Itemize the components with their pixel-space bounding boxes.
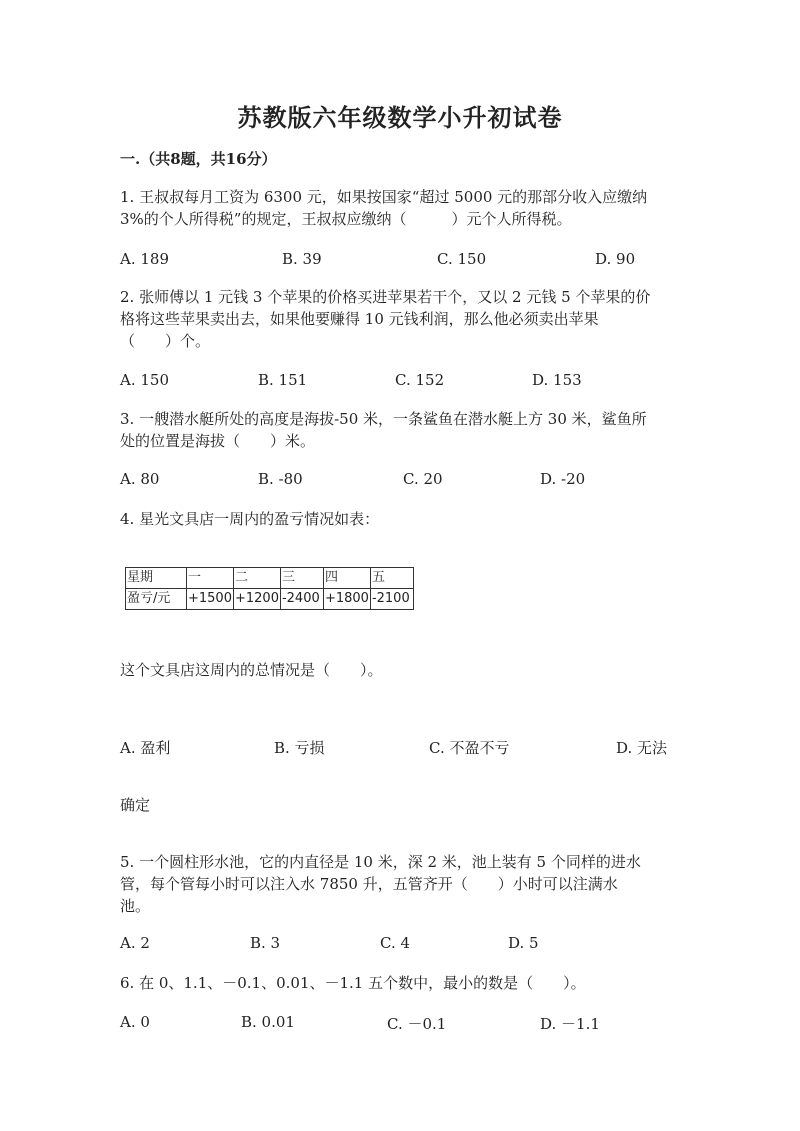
q2-option-a[interactable]: A. 150	[120, 371, 169, 389]
q4-option-b[interactable]: B. 亏损	[274, 739, 325, 757]
page-title: 苏教版六年级数学小升初试卷	[237, 103, 563, 132]
table-cell: 星期	[126, 568, 187, 589]
table-header-row	[126, 568, 414, 589]
profit-loss-table	[125, 567, 414, 610]
q3-option-d[interactable]: D. -20	[540, 470, 586, 488]
q6-option-c[interactable]: C. －0.1	[387, 1015, 447, 1033]
q1-option-c[interactable]: C. 150	[437, 250, 487, 268]
table-row	[126, 589, 414, 610]
q1-option-d[interactable]: D. 90	[595, 250, 636, 268]
table-cell: 一	[187, 568, 234, 589]
q2-text-line1: 2. 张师傅以 1 元钱 3 个苹果的价格买进苹果若干个，又以 2 元钱 5 个苹果的价	[120, 288, 651, 306]
q5-text-line3: 池。	[120, 897, 151, 915]
q5-text-line2: 管，每个管每小时可以注入水 7850 升，五管齐开（ ）小时可以注满水	[120, 875, 618, 893]
q4-option-a[interactable]: A. 盈利	[120, 739, 171, 757]
q6-option-a[interactable]: A. 0	[120, 1013, 150, 1031]
q4-option-d-continued: 确定	[120, 796, 151, 814]
q3-text-line1: 3. 一艘潜水艇所处的高度是海拔-50 米，一条鲨鱼在潜水艇上方 30 米，鲨鱼所	[120, 410, 647, 428]
q2-text-line3: （ ）个。	[120, 332, 211, 350]
table-cell: 五	[370, 568, 413, 589]
q3-option-b[interactable]: B. -80	[258, 470, 303, 488]
q4-text-line2: 这个文具店这周内的总情况是（ ）。	[120, 661, 383, 679]
q5-option-c[interactable]: C. 4	[380, 934, 411, 952]
q5-text-line1: 5. 一个圆柱形水池，它的内直径是 10 米，深 2 米，池上装有 5 个同样的进水	[120, 853, 641, 871]
q1-text-line1: 1. 王叔叔每月工资为 6300 元，如果按国家“超过 5000 元的那部分收入应缴纳	[120, 188, 648, 206]
table-cell: +1800	[323, 589, 370, 610]
q1-option-a[interactable]: A. 189	[120, 250, 169, 268]
q2-option-b[interactable]: B. 151	[258, 371, 308, 389]
section-heading: 一.（共8题，共16分）	[120, 150, 277, 168]
q4-option-c[interactable]: C. 不盈不亏	[429, 739, 510, 757]
q2-text-line2: 格将这些苹果卖出去，如果他要赚得 10 元钱利润，那么他必须卖出苹果	[120, 310, 599, 328]
table-cell: 四	[323, 568, 370, 589]
q4-text-line1: 4. 星光文具店一周内的盈亏情况如表：	[120, 510, 380, 528]
q1-text-line2: 3%的个人所得税”的规定，王叔叔应缴纳（ ）元个人所得税。	[120, 210, 572, 228]
q4-option-d[interactable]: D. 无法	[616, 739, 668, 757]
table-cell: -2400	[280, 589, 323, 610]
table-cell: +1200	[233, 589, 280, 610]
table-cell: 盈亏/元	[126, 589, 187, 610]
table-cell: -2100	[370, 589, 413, 610]
q6-option-d[interactable]: D. －1.1	[540, 1015, 600, 1033]
table-cell: 三	[280, 568, 323, 589]
q5-option-b[interactable]: B. 3	[250, 934, 281, 952]
q6-text-line1: 6. 在 0、1.1、－0.1、0.01、－1.1 五个数中，最小的数是（ ）。	[120, 974, 586, 992]
q1-option-b[interactable]: B. 39	[282, 250, 322, 268]
q5-option-d[interactable]: D. 5	[508, 934, 539, 952]
q2-option-c[interactable]: C. 152	[395, 371, 445, 389]
q3-text-line2: 处的位置是海拔（ ）米。	[120, 432, 316, 450]
table-cell: +1500	[187, 589, 234, 610]
table-cell: 二	[233, 568, 280, 589]
q5-option-a[interactable]: A. 2	[120, 934, 150, 952]
q6-option-b[interactable]: B. 0.01	[241, 1013, 295, 1031]
q3-option-c[interactable]: C. 20	[403, 470, 443, 488]
q3-option-a[interactable]: A. 80	[120, 470, 160, 488]
q2-option-d[interactable]: D. 153	[532, 371, 582, 389]
